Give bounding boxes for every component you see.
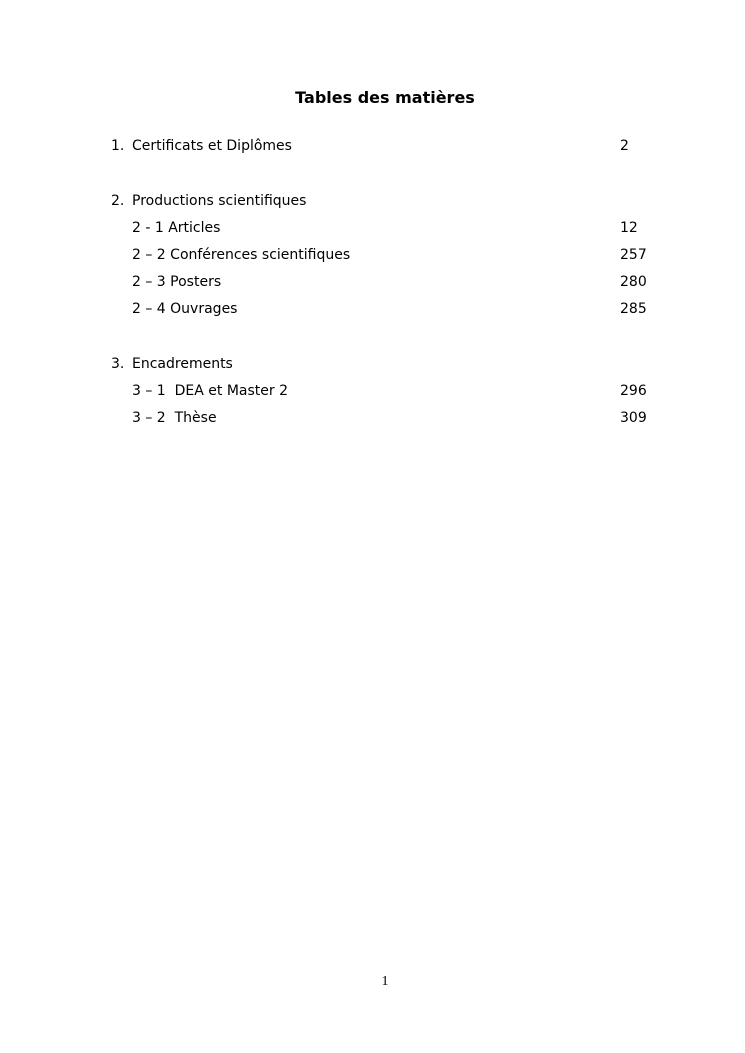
toc-subsection-3-2 bbox=[0, 408, 745, 428]
toc-section-number: 2. bbox=[111, 193, 125, 209]
toc-section-3 bbox=[0, 354, 745, 374]
toc-page-number: 2 bbox=[620, 138, 629, 154]
page-number: 1 bbox=[381, 974, 389, 989]
toc-page-number: 12 bbox=[620, 220, 638, 236]
toc-subsection-label: 3 – 1 DEA et Master 2 bbox=[132, 383, 288, 399]
toc-section-2 bbox=[0, 191, 745, 211]
toc-section-label: Certificats et Diplômes bbox=[132, 138, 292, 154]
toc-subsection-label: 3 – 2 Thèse bbox=[132, 410, 217, 426]
toc-subsection-label: 2 – 3 Posters bbox=[132, 274, 222, 290]
toc-subsection-label: 2 – 2 Conférences scientifiques bbox=[132, 247, 351, 263]
toc-subsection-2-1 bbox=[0, 218, 745, 238]
toc-page-number: 296 bbox=[620, 383, 647, 399]
toc-page-number: 309 bbox=[620, 410, 647, 426]
toc-page-number: 280 bbox=[620, 274, 647, 290]
toc-subsection-2-2 bbox=[0, 245, 745, 265]
toc-section-number: 3. bbox=[111, 356, 125, 372]
toc-subsection-2-3 bbox=[0, 272, 745, 292]
toc-page-number: 257 bbox=[620, 247, 647, 263]
toc-subsection-3-1 bbox=[0, 381, 745, 401]
toc-subsection-label: 2 – 4 Ouvrages bbox=[132, 301, 238, 317]
toc-subsection-2-4 bbox=[0, 299, 745, 319]
toc-section-label: Productions scientifiques bbox=[132, 193, 307, 209]
toc-section-label: Encadrements bbox=[132, 356, 233, 372]
page-title: Tables des matières bbox=[295, 88, 475, 107]
toc-section-1 bbox=[0, 136, 745, 156]
toc-page-number: 285 bbox=[620, 301, 647, 317]
toc-section-number: 1. bbox=[111, 138, 125, 154]
toc-subsection-label: 2 - 1 Articles bbox=[132, 220, 221, 236]
